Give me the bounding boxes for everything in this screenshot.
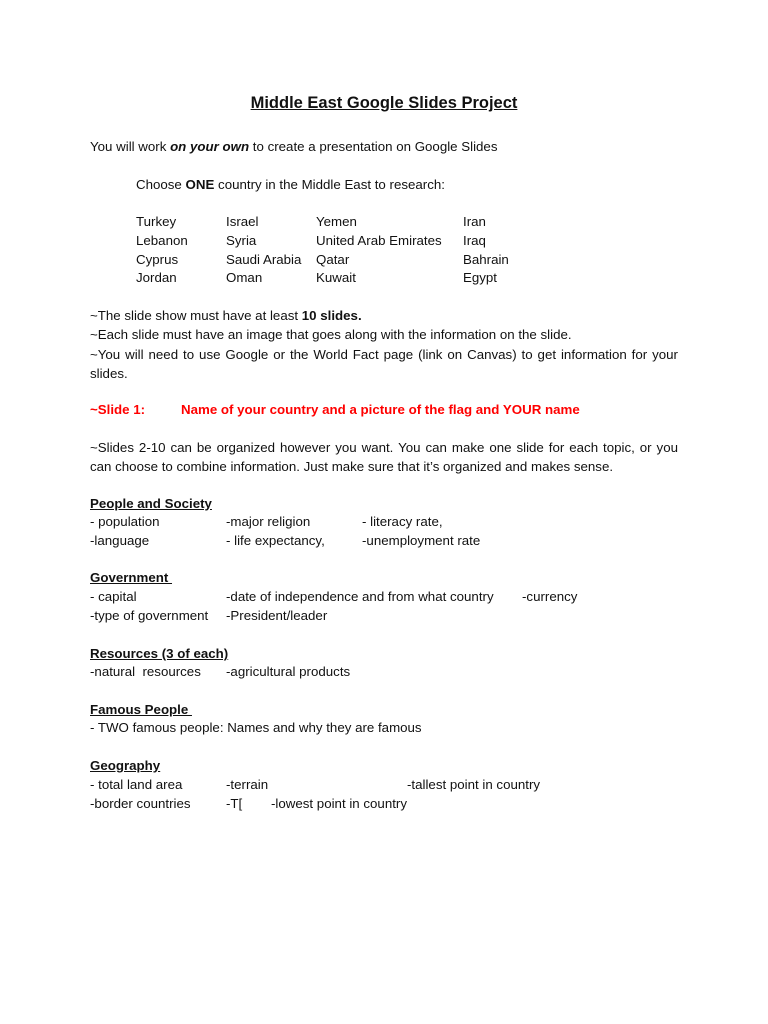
choose-line bbox=[136, 176, 445, 194]
slide1-text: Name of your country and a picture of the flag and YOUR name bbox=[181, 402, 580, 417]
country-cell: Oman bbox=[226, 270, 263, 285]
choose-pre: Choose bbox=[136, 177, 186, 192]
section-heading-resources: Resources (3 of each) bbox=[90, 646, 229, 661]
topic-item: -agricultural products bbox=[226, 664, 351, 679]
intro-pre: You will work bbox=[90, 139, 171, 154]
intro-line bbox=[90, 138, 497, 156]
section-heading-famous-people: Famous People bbox=[90, 702, 192, 717]
topic-item: -currency bbox=[522, 589, 578, 604]
slide1-label: ~Slide 1: bbox=[90, 402, 146, 417]
topic-item: - capital bbox=[90, 589, 137, 604]
country-cell: Yemen bbox=[316, 214, 357, 229]
country-cell: Bahrain bbox=[463, 252, 509, 267]
topic-item: - TWO famous people: Names and why they are famous bbox=[90, 720, 422, 735]
requirement-slides-bold: 10 slides. bbox=[301, 308, 362, 323]
topic-item: -lowest point in country bbox=[271, 796, 407, 811]
topic-item: -T[ bbox=[226, 796, 243, 811]
section-heading-geography: Geography bbox=[90, 758, 161, 773]
topic-item: -unemployment rate bbox=[362, 533, 481, 548]
topic-item: - total land area bbox=[90, 777, 183, 792]
country-cell: Saudi Arabia bbox=[226, 252, 302, 267]
country-cell: Israel bbox=[226, 214, 259, 229]
country-cell: Turkey bbox=[136, 214, 177, 229]
topic-item: - literacy rate, bbox=[362, 514, 443, 529]
slides-2-10-paragraph: ~Slides 2-10 can be organized however you want. You can make one slide for each topic, or you can choose to combine information. Just make sure that it’s organized and makes sense. bbox=[90, 440, 678, 474]
country-cell: Kuwait bbox=[316, 270, 356, 285]
intro-emphasis: on your own bbox=[170, 139, 250, 154]
country-cell: Iran bbox=[463, 214, 486, 229]
intro-post: to create a presentation on Google Slides bbox=[249, 139, 498, 154]
topic-item: -border countries bbox=[90, 796, 191, 811]
topic-item: -tallest point in country bbox=[407, 777, 541, 792]
section-heading-government: Government bbox=[90, 570, 173, 585]
country-cell: Iraq bbox=[463, 233, 486, 248]
topic-item: -major religion bbox=[226, 514, 311, 529]
choose-post: country in the Middle East to research: bbox=[214, 177, 445, 192]
topic-item: -terrain bbox=[226, 777, 269, 792]
section-heading-people: People and Society bbox=[90, 496, 212, 511]
topic-item: -date of independence and from what country bbox=[226, 589, 494, 604]
country-cell: Cyprus bbox=[136, 252, 179, 267]
requirement-slides-pre: ~The slide show must have at least bbox=[90, 308, 302, 323]
topic-item: -language bbox=[90, 533, 150, 548]
country-cell: Lebanon bbox=[136, 233, 188, 248]
requirement-image: ~Each slide must have an image that goes along with the information on the slide. bbox=[90, 327, 572, 342]
topic-item: -President/leader bbox=[226, 608, 328, 623]
requirement-sources: ~You will need to use Google or the World Fact page (link on Canvas) to get information for your slides. bbox=[90, 347, 678, 381]
country-cell: Syria bbox=[226, 233, 257, 248]
country-cell: United Arab Emirates bbox=[316, 233, 442, 248]
requirement-slides bbox=[90, 307, 362, 325]
country-cell: Jordan bbox=[136, 270, 177, 285]
country-cell: Egypt bbox=[463, 270, 498, 285]
topic-item: - life expectancy, bbox=[226, 533, 325, 548]
country-cell: Qatar bbox=[316, 252, 350, 267]
topic-item: -natural resources bbox=[90, 664, 201, 679]
topic-item: - population bbox=[90, 514, 160, 529]
topic-item: -type of government bbox=[90, 608, 209, 623]
page-title: Middle East Google Slides Project bbox=[250, 94, 518, 112]
choose-bold: ONE bbox=[185, 177, 215, 192]
